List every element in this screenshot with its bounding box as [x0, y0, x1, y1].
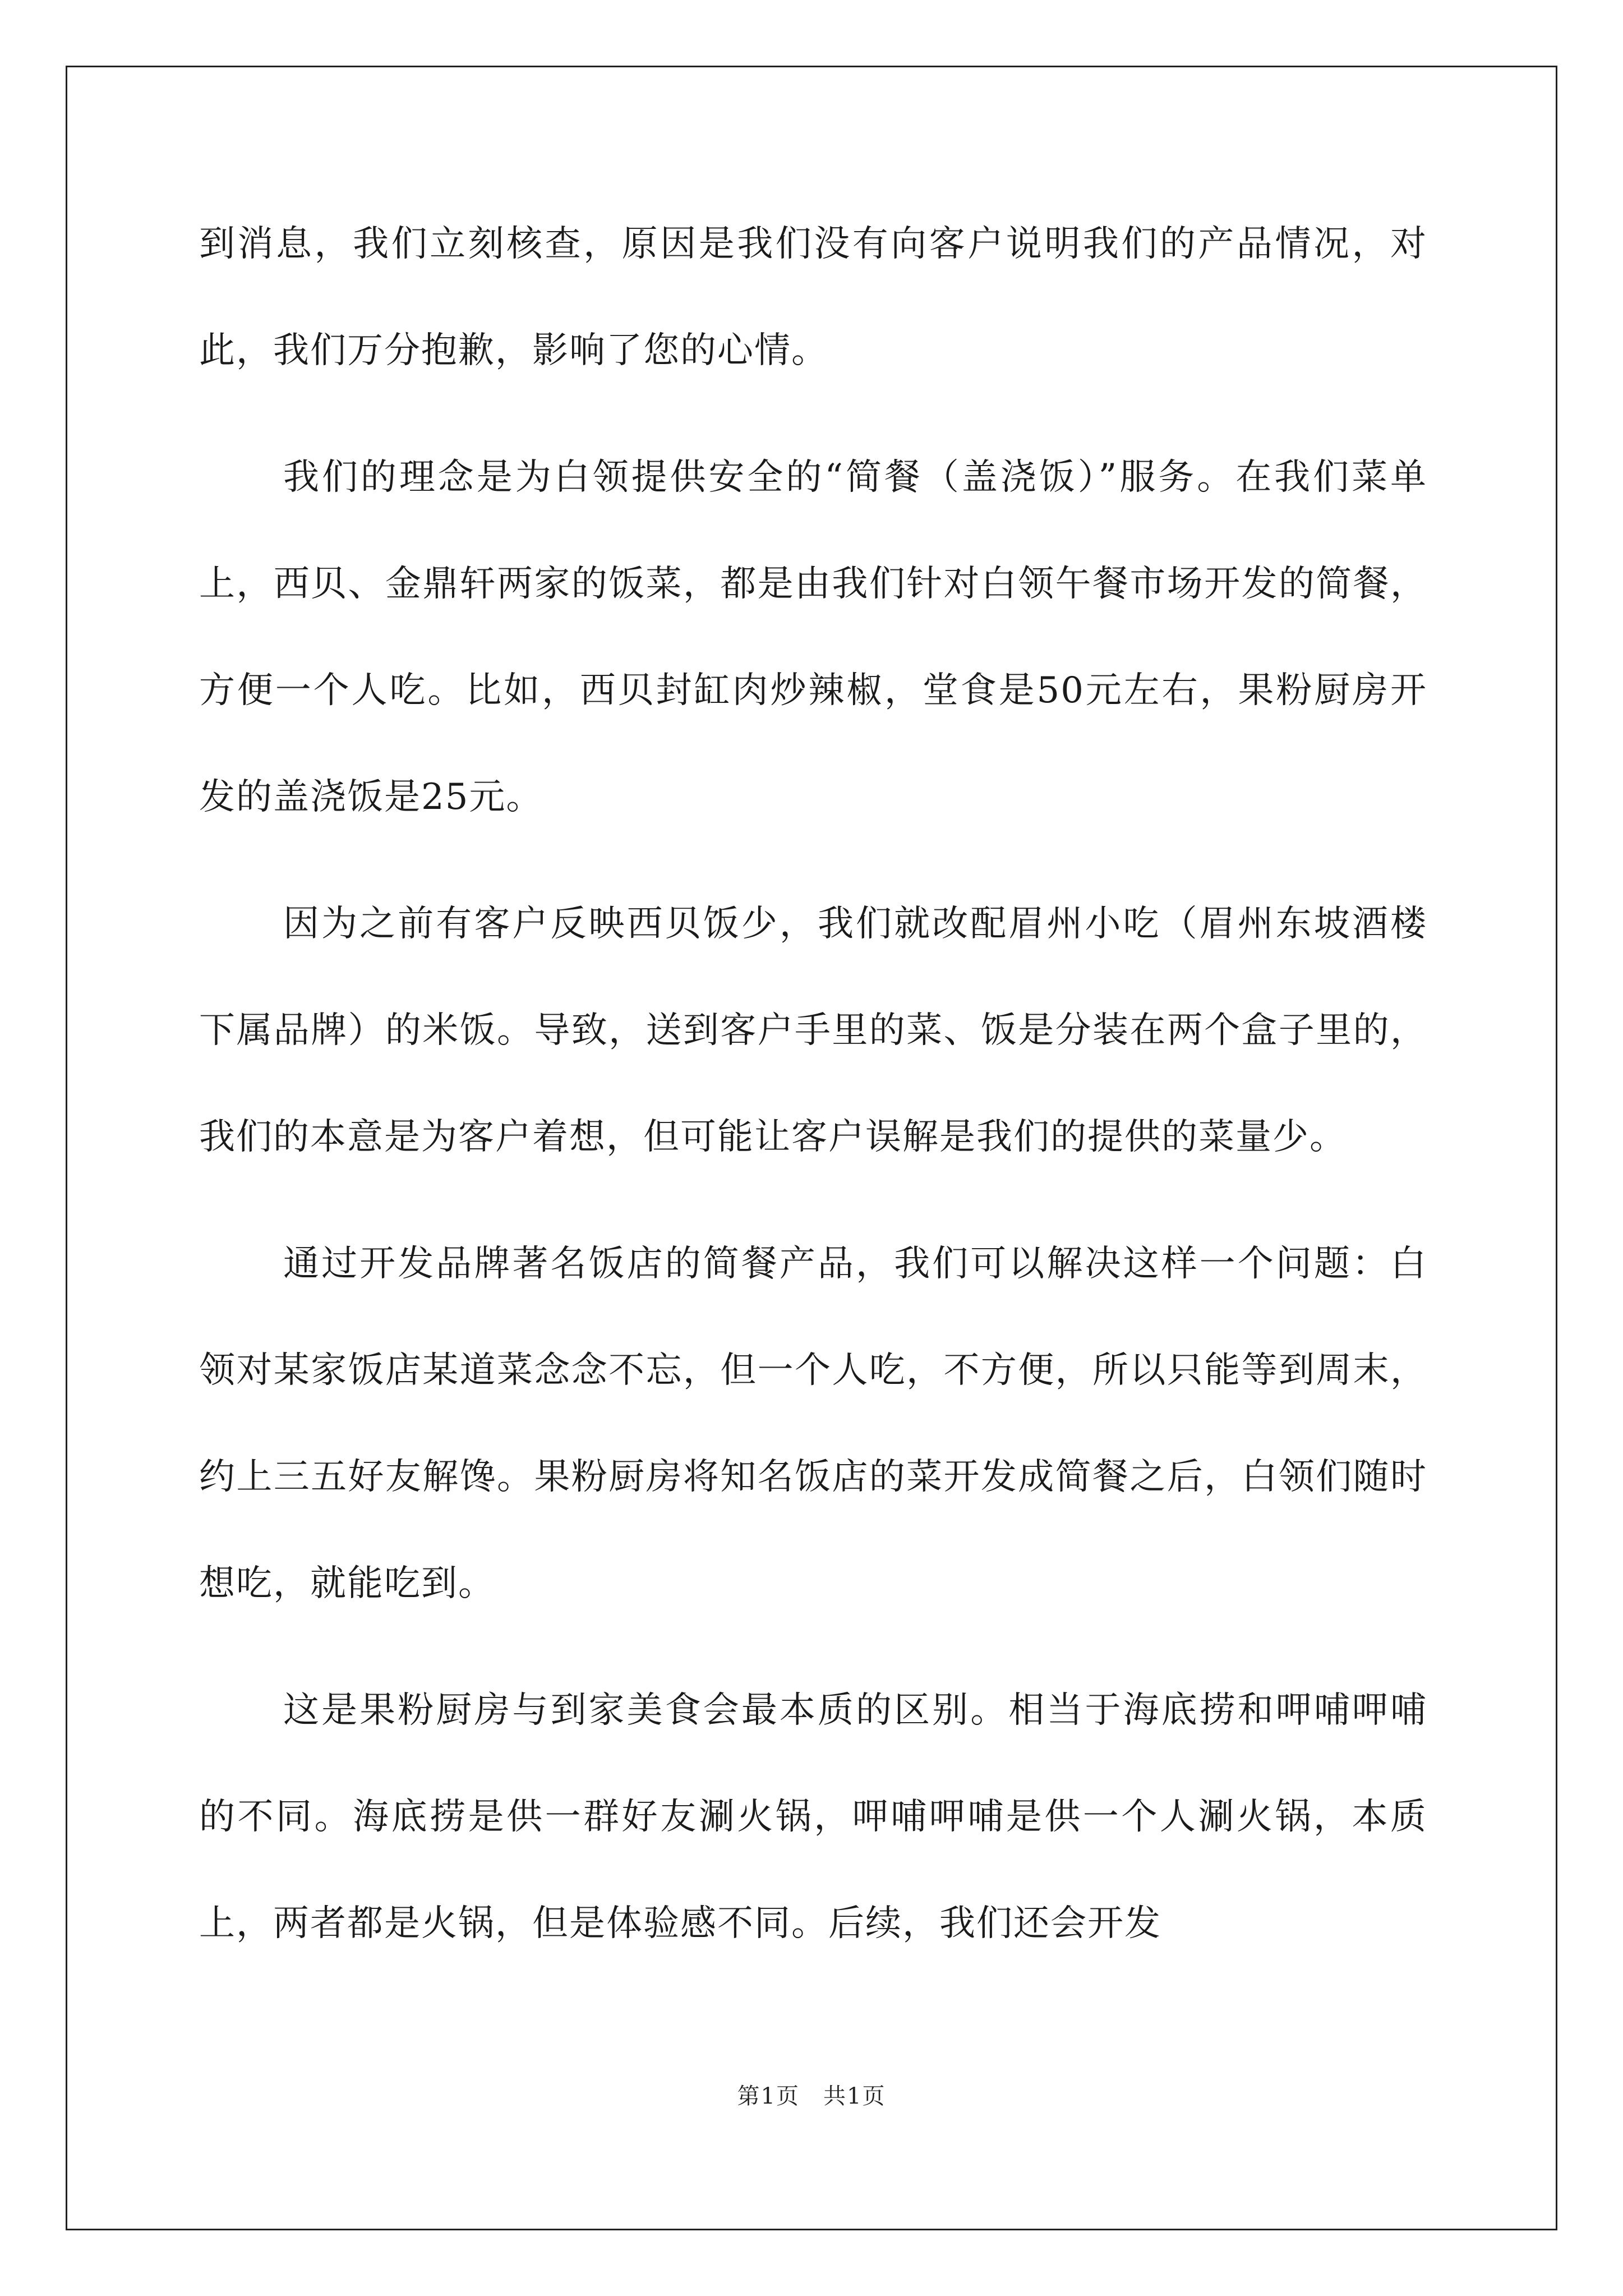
paragraph-3: 因为之前有客户反映西贝饭少，我们就改配眉州小吃（眉州东坡酒楼下属品牌）的米饭。导致，送到客户手里的菜、饭是分装在两个盒子里的，我们的本意是为客户着想，但可能让客户误解是我们的提供的菜量少。: [199, 903, 1427, 1158]
page-number-footer: 第1页 共1页: [737, 2083, 886, 2109]
paragraph-1: 到消息，我们立刻核查，原因是我们没有向客户说明我们的产品情况，对此，我们万分抱歉，影响了您的心情。: [199, 223, 1427, 371]
paragraph-4: 通过开发品牌著名饭店的简餐产品，我们可以解决这样一个问题：白领对某家饭店某道菜念念不忘，但一个人吃，不方便，所以只能等到周末，约上三五好友解馋。果粉厨房将知名饭店的菜开发成简餐之后，白领们随时想吃，就能吃到。: [199, 1243, 1427, 1604]
paragraph-2: 我们的理念是为白领提供安全的“简餐（盖浇饭）”服务。在我们菜单上，西贝、金鼎轩两家的饭菜，都是由我们针对白领午餐市场开发的简餐，方便一个人吃。比如，西贝封缸肉炒辣椒，堂食是50元左右，果粉厨房开发的盖浇饭是25元。: [199, 457, 1427, 818]
paragraph-5: 这是果粉厨房与到家美食会最本质的区别。相当于海底捞和呷哺呷哺的不同。海底捞是供一群好友涮火锅，呷哺呷哺是供一个人涮火锅，本质上，两者都是火锅，但是体验感不同。后续，我们还会开发: [199, 1690, 1427, 1944]
document-body: [199, 191, 1427, 1997]
